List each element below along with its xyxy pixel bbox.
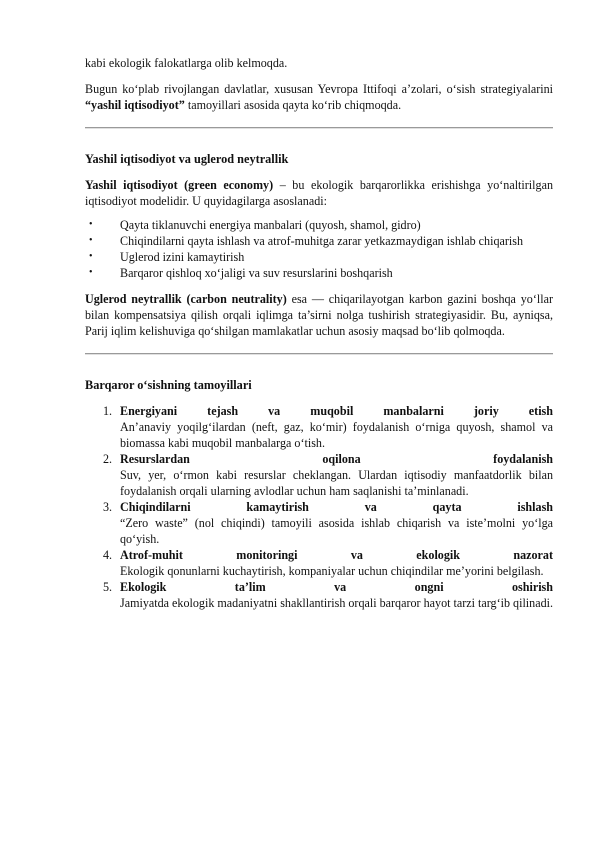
green-economy-term: Yashil iqtisodiyot (green economy) — [85, 178, 274, 192]
bullet-icon: • — [89, 251, 93, 262]
principle-number: 5. — [103, 580, 113, 594]
green-economy-bullet-list — [85, 217, 553, 281]
principle-title: Resurslardan oqilona foydalanish — [120, 452, 553, 466]
principle-number: 1. — [103, 404, 113, 418]
principle-item — [85, 499, 553, 547]
principle-title: Chiqindilarni kamaytirish va qayta ishlash — [120, 500, 553, 514]
principle-description: An’anaviy yoqilg‘ilardan (neft, gaz, ko‘mir) foydalanish o‘rniga quyosh, shamol va biomassa kabi muqobil manbalarga o‘tish. — [120, 420, 553, 450]
principle-description: Jamiyatda ekologik madaniyatni shakllantirish orqali barqaror hayot tarzi targ‘ib qilinadi. — [120, 596, 554, 610]
principle-description: Ekologik qonunlarni kuchaytirish, kompaniyalar uchun chiqindilar me’yorini belgilash. — [120, 564, 544, 578]
carbon-neutrality-definition: esa — chiqarilayotgan karbon gazini boshqa yo‘llar bilan kompensatsiya qilish orqali iqlimga ta’sirni nolga tushirish strategiyasidir. Bu, ayniqsa, Parij iqlim kelishuviga qo‘shilgan mamlakatlar uchun asosiy maqsad bo‘lib qolmoqda. — [85, 292, 553, 338]
carbon-neutrality-term: Uglerod neytrallik (carbon neutrality) — [85, 292, 287, 306]
bullet-item — [85, 265, 553, 281]
principle-number: 3. — [103, 500, 113, 514]
principle-title: Energiyani tejash va muqobil manbalarni joriy etish — [120, 404, 553, 418]
section-heading-green-economy: Yashil iqtisodiyot va uglerod neytrallik — [85, 152, 289, 166]
carbon-neutrality-paragraph — [85, 291, 553, 339]
bullet-icon: • — [89, 219, 93, 230]
green-economy-definition: – bu ekologik barqarorlikka erishishga yo‘naltirilgan iqtisodiyot modelidir. U quyidagilarga asoslanadi: — [85, 178, 553, 208]
principle-item — [85, 579, 553, 611]
principle-title: Atrof-muhit monitoringi va ekologik nazorat — [120, 548, 553, 562]
section-heading-sustainable-growth: Barqaror o‘sishning tamoyillari — [85, 378, 252, 392]
principle-title: Ekologik ta’lim va ongni oshirish — [120, 580, 553, 594]
intro-paragraph — [85, 81, 553, 113]
section-divider-2 — [85, 353, 553, 355]
principle-item — [85, 403, 553, 451]
bullet-item — [85, 233, 553, 249]
intro-text-end: tamoyillari asosida qayta ko‘rib chiqmoqda. — [184, 98, 402, 112]
bullet-text: Uglerod izini kamaytirish — [120, 250, 245, 264]
bullet-item — [85, 217, 553, 233]
green-economy-paragraph — [85, 177, 553, 209]
principle-number: 2. — [103, 452, 113, 466]
bullet-icon: • — [89, 235, 93, 246]
principle-item — [85, 451, 553, 499]
principles-list — [85, 403, 553, 611]
intro-line: kabi ekologik falokatlarga olib kelmoqda. — [85, 56, 288, 70]
principle-item — [85, 547, 553, 579]
section-divider-1 — [85, 127, 553, 129]
bullet-item — [85, 249, 553, 265]
intro-bold-term: “yashil iqtisodiyot” — [85, 98, 185, 112]
bullet-text: Barqaror qishloq xo‘jaligi va suv resurslarini boshqarish — [120, 266, 393, 280]
intro-text-start: Bugun ko‘plab rivojlangan davlatlar, xususan Yevropa Ittifoqi a’zolari, o‘sish strategiyalarini — [85, 82, 553, 96]
bullet-icon: • — [89, 267, 93, 278]
bullet-text: Qayta tiklanuvchi energiya manbalari (quyosh, shamol, gidro) — [120, 218, 421, 232]
bullet-text: Chiqindilarni qayta ishlash va atrof-muhitga zarar yetkazmaydigan ishlab chiqarish — [120, 234, 523, 248]
principle-description: “Zero waste” (nol chiqindi) tamoyili asosida ishlab chiqarish va iste’molni yo‘lga qo‘yish. — [120, 516, 553, 546]
principle-number: 4. — [103, 548, 113, 562]
principle-description: Suv, yer, o‘rmon kabi resurslar cheklangan. Ulardan iqtisodiy manfaatdorlik bilan foydalanish orqali ularning avlodlar uchun ham saqlanishi ta’minlanadi. — [120, 468, 553, 498]
